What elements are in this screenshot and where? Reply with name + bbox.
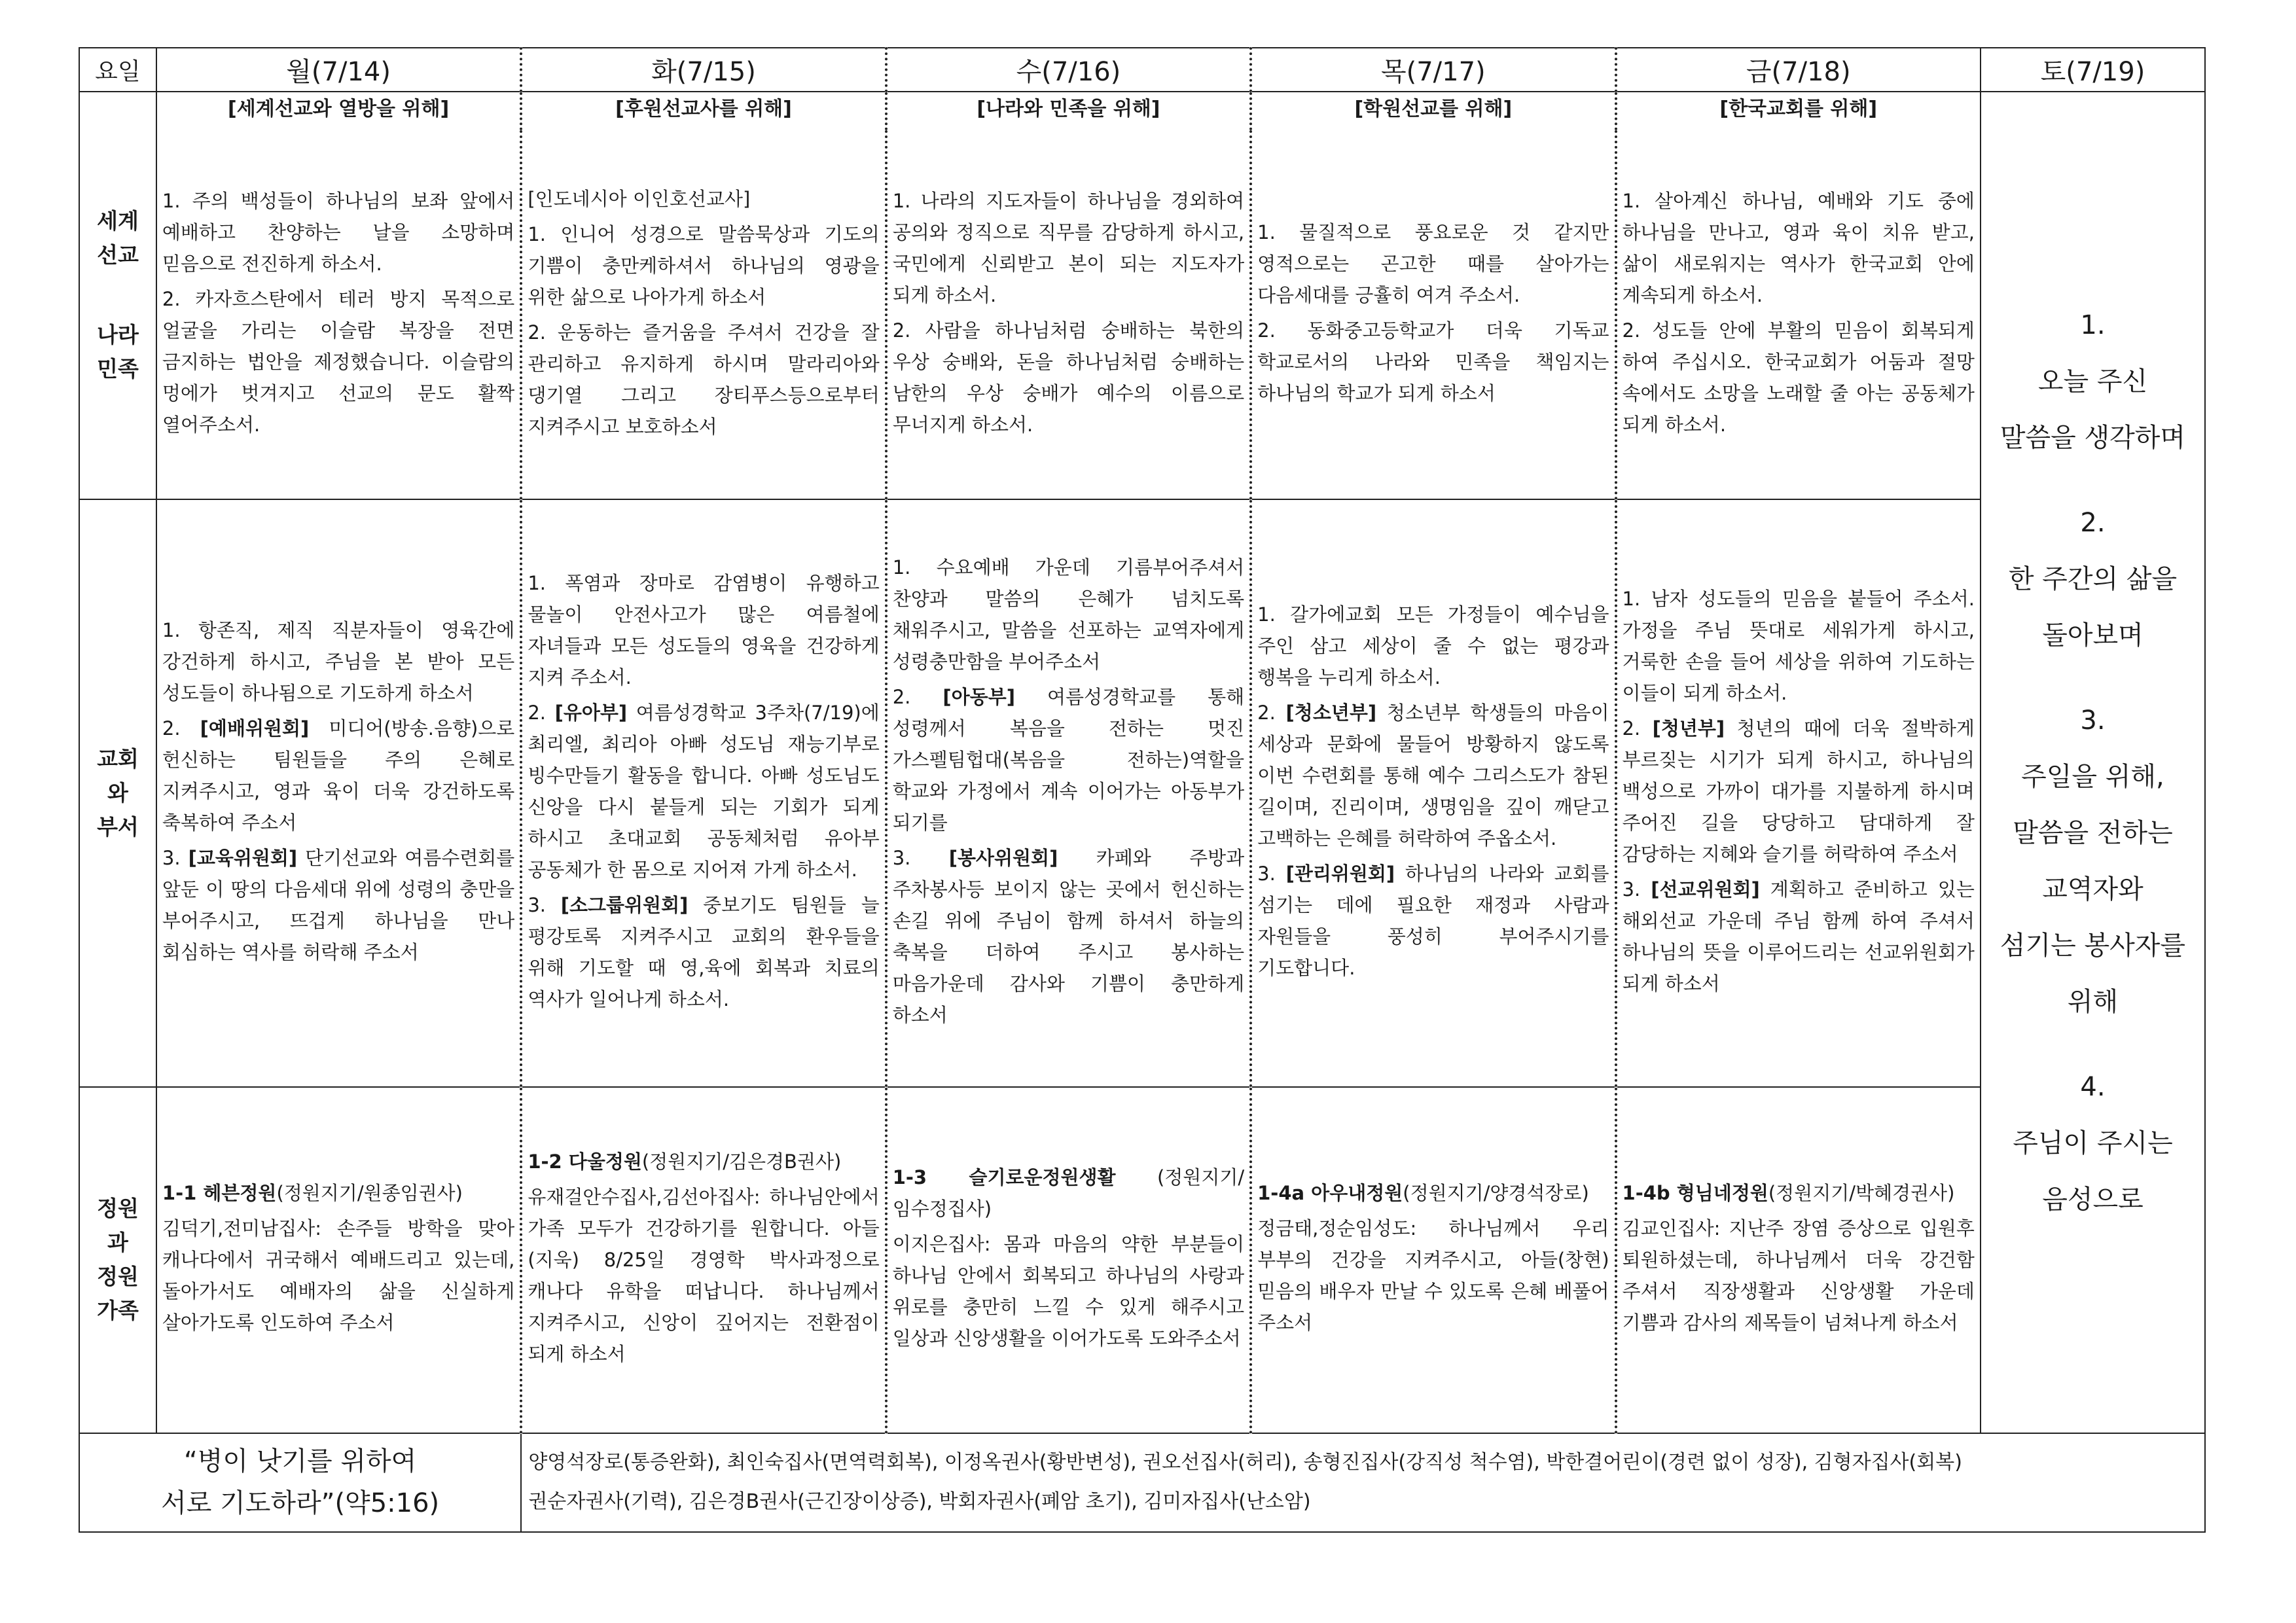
- world-subtitle-row: [79, 92, 2205, 130]
- church-wed: 1. 수요예배 가운데 기름부어주셔서 찬양과 말씀의 은혜가 넘치도록 채워주시고, 말씀을 선포하는 교역자에게 성령충만함을 부어주소서 2. [아동부] 여름성경학교를 통해 성령께서 복음을 전하는 멋진 가스펠팀헙대(복음을 전하는)역할을 학교와 가정에서 계속 이어가는 아동부가 되기를 3. [봉사위원회] 카페와 주방과 주차봉사등 보이지 않는 곳에서 헌신하는 손길 위에 주님이 함께 하셔서 하늘의 축복을 더하여 주시고 봉사하는 마음가운데 감사와 기쁨이 충만하게 하소서: [886, 499, 1251, 1086]
- saturday-item-1: 1. 오늘 주신 말씀을 생각하며: [2000, 310, 2186, 453]
- day-mon: 월(7/14): [156, 48, 521, 92]
- saturday-guide: [1981, 92, 2205, 1433]
- category-garden: 정원 과 정원 가족: [79, 1087, 156, 1433]
- garden-thu: 1-4a 아우내정원(정원지기/양경석장로) 정금태,정순임성도: 하나님께서 우리 부부의 건강을 지켜주시고, 아들(창현) 믿음의 배우자 만날 수 있도록 은혜 베풀어 주소서: [1251, 1087, 1615, 1433]
- subtitle-tue: [후원선교사를 위해]: [521, 92, 886, 130]
- church-mon: 1. 항존직, 제직 직분자들이 영육간에 강건하게 하시고, 주님을 본 받아 모든 성도들이 하나됨으로 기도하게 하소서 2. [예배위원회] 미디어(방송.음향)으로 헌신하는 팀원들을 주의 은혜로 지켜주시고, 영과 육이 더욱 강건하도록 축복하여 주소서 3. [교육위원회] 단기선교와 여름수련회를 앞둔 이 땅의 다음세대 위에 성령의 충만을 부어주시고, 뜨겁게 하나님을 만나 회심하는 역사를 허락해 주소서: [156, 499, 521, 1086]
- garden-mon: 1-1 헤븐정원(정원지기/원종임권사) 김덕기,전미남집사: 손주들 방학을 맞아 캐나다에서 귀국해서 예배드리고 있는데, 돌아가서도 예배자의 삶을 신실하게 살아가도록 인도하여 주소서: [156, 1087, 521, 1433]
- saturday-item-4: 4. 주님이 주시는 음성으로: [2013, 1071, 2173, 1215]
- prayer-list-line-1: 양영석장로(통증완화), 최인숙집사(면역력회복), 이정옥권사(황반변성), 권오선집사(허리), 송형진집사(강직성 척수염), 박한결어린이(경련 없이 성장), 김형자집사(회복): [528, 1451, 1962, 1474]
- world-fri: 1. 살아계신 하나님, 예배와 기도 중에 하나님을 만나고, 영과 육이 치유 받고, 삶이 새로워지는 역사가 한국교회 안에 계속되게 하소서. 2. 성도들 안에 부활의 믿음이 회복되게 하여 주십시오. 한국교회가 어둠과 절망 속에서도 소망을 노래할 줄 아는 공동체가 되게 하소서.: [1616, 130, 1981, 499]
- church-row: [79, 499, 2205, 1086]
- day-wed: 수(7/16): [886, 48, 1251, 92]
- church-tue: 1. 폭염과 장마로 감염병이 유행하고 물놀이 안전사고가 많은 여름철에 자녀들과 모든 성도들의 영육을 건강하게 지켜 주소서. 2. [유아부] 여름성경학교 3주차(7/19)에 최리엘, 최리아 아빠 성도님 재능기부로 빙수만들기 활동을 합니다. 아빠 성도님도 신앙을 다시 붙들게 되는 기회가 되게 하시고 초대교회 공동체처럼 유아부 공동체가 한 몸으로 지어져 가게 하소서. 3. [소그룹위원회] 중보기도 팀원들 늘 평강토록 지켜주시고 교회의 환우들을 위해 기도할 때 영,육에 회복과 치료의 역사가 일어나게 하소서.: [521, 499, 886, 1086]
- garden-wed: 1-3 슬기로운정원생활 (정원지기/임수정집사) 이지은집사: 몸과 마음의 약한 부분들이 하나님 안에서 회복되고 하나님의 사랑과 위로를 충만히 느낄 수 있게 해주시고 일상과 신앙생활을 이어가도록 도와주소서: [886, 1087, 1251, 1433]
- healing-prayer-list: [521, 1433, 2205, 1532]
- verse-line-2: 서로 기도하라”(약5:16): [161, 1488, 440, 1519]
- world-thu: 1. 물질적으로 풍요로운 것 같지만 영적으로는 곤고한 때를 살아가는 다음세대를 긍휼히 여겨 주소서. 2. 동화중고등학교가 더욱 기독교 학교로서의 나라와 민족을 책임지는 하나님의 학교가 되게 하소서: [1251, 130, 1615, 499]
- verse-line-1: “병이 낫기를 위하여: [184, 1446, 417, 1477]
- day-thu: 목(7/17): [1251, 48, 1615, 92]
- category-church: 교회 와 부서: [79, 499, 156, 1086]
- category-world-1: 세계: [97, 208, 139, 234]
- category-world-2: 선교: [97, 242, 139, 268]
- subtitle-wed: [나라와 민족을 위해]: [886, 92, 1251, 130]
- subtitle-thu: [학원선교를 위해]: [1251, 92, 1615, 130]
- church-fri: 1. 남자 성도들의 믿음을 붙들어 주소서. 가정을 주님 뜻대로 세워가게 하시고, 거룩한 손을 들어 세상을 위하여 기도하는 이들이 되게 하소서. 2. [청년부] 청년의 때에 더욱 절박하게 부르짖는 시기가 되게 하시고, 하나님의 백성으로 가까이 대가를 지불하게 하시며 주어진 길을 당당하고 담대하게 잘 감당하는 지혜와 슬기를 허락하여 주소서 3. [선교위원회] 계획하고 준비하고 있는 해외선교 가운데 주님 함께 하여 주셔서 하나님의 뜻을 이루어드리는 선교위원회가 되게 하소서: [1616, 499, 1981, 1086]
- garden-row: [79, 1087, 2205, 1433]
- world-mon: 1. 주의 백성들이 하나님의 보좌 앞에서 예배하고 찬양하는 날을 소망하며 믿음으로 전진하게 하소서. 2. 카자흐스탄에서 테러 방지 목적으로 얼굴을 가리는 이슬람 복장을 전면 금지하는 법안을 제정했습니다. 이슬람의 멍에가 벗겨지고 선교의 문도 활짝 열어주소서.: [156, 130, 521, 499]
- saturday-item-2: 2. 한 주간의 삶을 돌아보며: [2008, 507, 2178, 651]
- world-wed: 1. 나라의 지도자들이 하나님을 경외하여 공의와 정직으로 직무를 감당하게 하시고, 국민에게 신뢰받고 본이 되는 지도자가 되게 하소서. 2. 사람을 하나님처럼 숭배하는 북한의 우상 숭배와, 돈을 하나님처럼 숭배하는 남한의 우상 숭배가 예수의 이름으로 무너지게 하소서.: [886, 130, 1251, 499]
- day-fri: 금(7/18): [1616, 48, 1981, 92]
- world-content-row: [79, 130, 2205, 499]
- prayer-schedule-table: [79, 47, 2206, 1533]
- healing-prayer-row: [79, 1433, 2205, 1532]
- saturday-item-3: 3. 주일을 위해, 말씀을 전하는 교역자와 섬기는 봉사자를 위해: [2000, 705, 2186, 1017]
- world-tue: [인도네시아 이인호선교사] 1. 인니어 성경으로 말씀묵상과 기도의 기쁨이 충만케하셔서 하나님의 영광을 위한 삶으로 나아가게 하소서 2. 운동하는 즐거움을 주셔서 건강을 잘 관리하고 유지하게 하시며 말라리아와 댕기열 그리고 장티푸스등으로부터 지켜주시고 보호하소서: [521, 130, 886, 499]
- garden-tue: 1-2 다울정원(정원지기/김은경B권사) 유재걸안수집사,김선아집사: 하나님안에서 가족 모두가 건강하기를 원합니다. 아들(지욱) 8/25일 경영학 박사과정으로 캐나다 유학을 떠납니다. 하나님께서 지켜주시고, 신앙이 깊어지는 전환점이 되게 하소서: [521, 1087, 886, 1433]
- category-world-nation: [79, 92, 156, 500]
- category-world-3: 나라: [97, 322, 139, 348]
- header-row: [79, 48, 2205, 92]
- healing-verse: [79, 1433, 521, 1532]
- garden-fri: 1-4b 형님네정원(정원지기/박혜경권사) 김교인집사: 지난주 장염 증상으로 입원후 퇴원하셨는데, 하나님께서 더욱 강건함 주셔서 직장생활과 신앙생활 가운데 기쁨과 감사의 제목들이 넘쳐나게 하소서: [1616, 1087, 1981, 1433]
- category-world-4: 민족: [97, 356, 139, 382]
- subtitle-mon: [세계선교와 열방을 위해]: [156, 92, 521, 130]
- day-tue: 화(7/15): [521, 48, 886, 92]
- day-label: 요일: [79, 48, 156, 92]
- subtitle-fri: [한국교회를 위해]: [1616, 92, 1981, 130]
- day-sat: 토(7/19): [1981, 48, 2205, 92]
- church-thu: 1. 갈가에교회 모든 가정들이 예수님을 주인 삼고 세상이 줄 수 없는 평강과 행복을 누리게 하소서. 2. [청소년부] 청소년부 학생들의 마음이 세상과 문화에 물들어 방황하지 않도록 이번 수련회를 통해 예수 그리스도가 참된 길이며, 진리이며, 생명임을 깊이 깨닫고 고백하는 은혜를 허락하여 주옵소서. 3. [관리위원회] 하나님의 나라와 교회를 섬기는 데에 필요한 재정과 사람과 자원들을 풍성히 부어주시기를 기도합니다.: [1251, 499, 1615, 1086]
- prayer-list-line-2: 권순자권사(기력), 김은경B권사(근긴장이상증), 박회자권사(폐암 초기), 김미자집사(난소암): [528, 1490, 1311, 1514]
